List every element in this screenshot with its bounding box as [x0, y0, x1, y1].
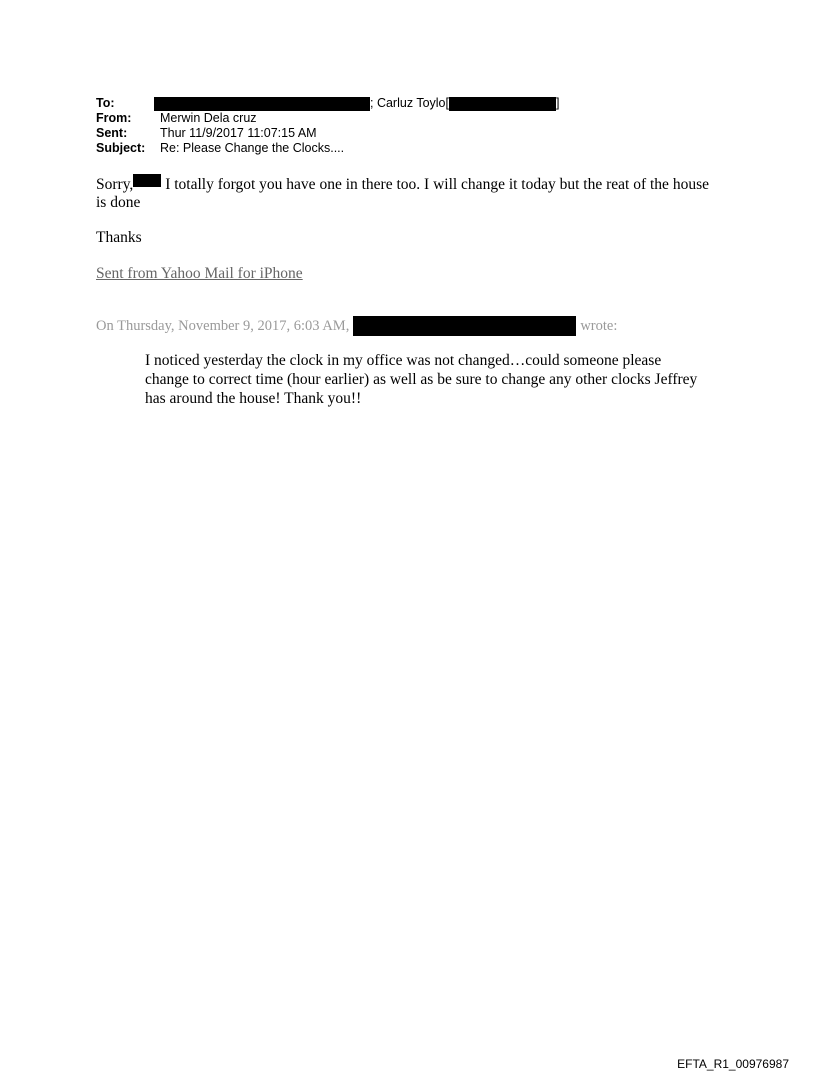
reply-greeting: Sorry,	[96, 176, 134, 193]
quote-attribution	[96, 316, 617, 336]
from-row	[96, 111, 559, 126]
reply-thanks: Thanks	[96, 229, 142, 246]
subject-value: Re: Please Change the Clocks....	[160, 141, 345, 155]
from-label: From:	[96, 111, 132, 125]
signature-link[interactable]: Sent from Yahoo Mail for iPhone	[96, 265, 303, 282]
to-row	[96, 96, 559, 111]
sent-row	[96, 126, 559, 141]
redacted-name	[133, 174, 161, 187]
redacted-address	[449, 97, 556, 111]
attribution-prefix: On Thursday, November 9, 2017, 6:03 AM,	[96, 318, 350, 334]
email-header	[96, 96, 559, 156]
redacted-sender	[353, 316, 576, 336]
redacted-recipient	[154, 97, 370, 111]
reply-body: I totally forgot you have one in there too. I will change it today but the reat of the house is done	[96, 176, 709, 211]
subject-row	[96, 141, 559, 156]
document-id: EFTA_R1_00976987	[677, 1057, 789, 1071]
attribution-suffix: wrote:	[580, 318, 618, 334]
subject-label: Subject:	[96, 141, 146, 155]
reply-message	[96, 174, 716, 212]
from-value: Merwin Dela cruz	[160, 111, 257, 125]
quoted-message: I noticed yesterday the clock in my office was not changed…could someone please change to correct time (hour earlier) as well as be sure to change any other clocks Jeffrey has around the house! Thank you!!	[145, 352, 698, 407]
sent-value: Thur 11/9/2017 11:07:15 AM	[160, 126, 317, 140]
sent-label: Sent:	[96, 126, 128, 140]
to-label: To:	[96, 96, 115, 110]
to-separator: ; Carluz Toylo[	[370, 96, 449, 110]
to-close: ]	[555, 96, 560, 110]
